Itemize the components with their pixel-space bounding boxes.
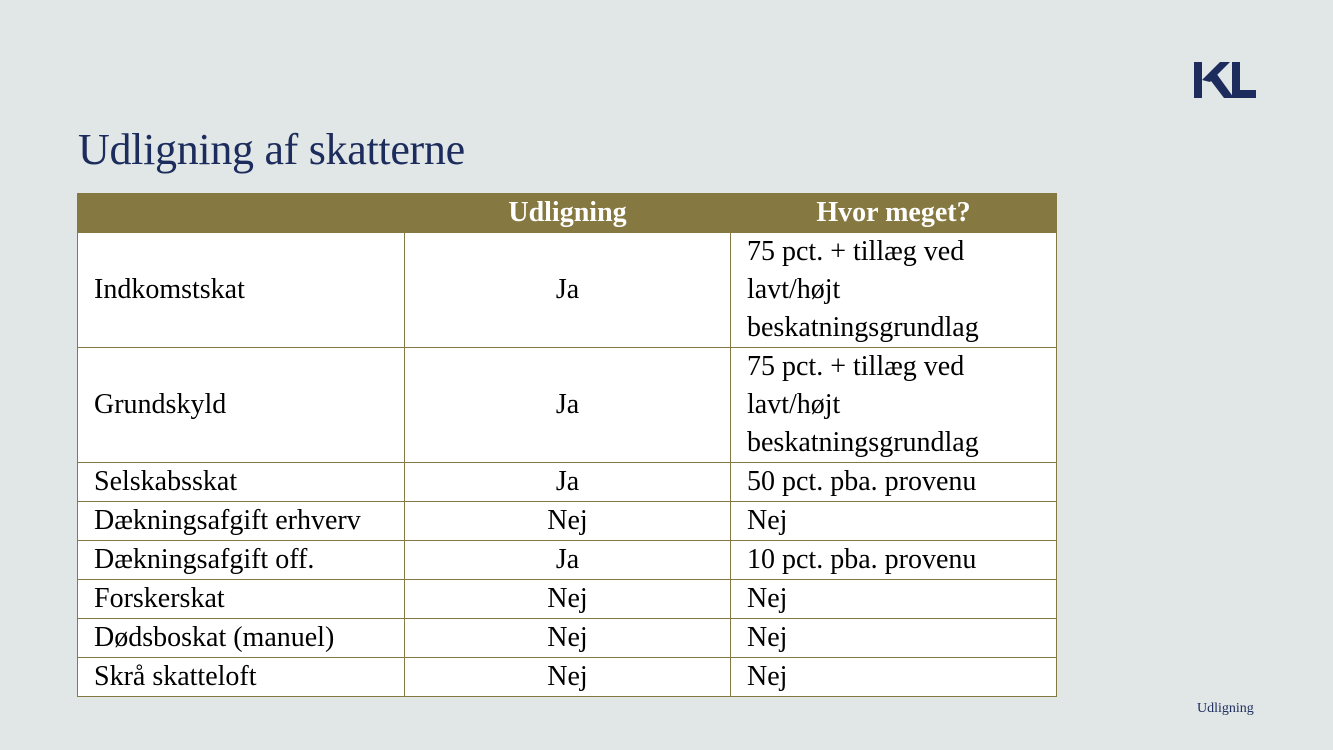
udligning-cell: Nej (405, 580, 731, 619)
tax-name-cell: Selskabsskat (78, 463, 405, 502)
table-row (78, 619, 1057, 658)
table-row (78, 502, 1057, 541)
tax-name-cell: Dækningsafgift erhverv (78, 502, 405, 541)
page-title: Udligning af skatterne (78, 125, 465, 174)
udligning-cell: Ja (405, 348, 731, 463)
udligning-cell: Nej (405, 502, 731, 541)
tax-name-cell: Forskerskat (78, 580, 405, 619)
amount-cell: 75 pct. + tillæg ved lavt/højt beskatningsgrundlag (731, 348, 1057, 463)
amount-cell: Nej (731, 502, 1057, 541)
header-hvor-meget: Hvor meget? (731, 194, 1057, 233)
table-row (78, 348, 1057, 463)
tax-name-cell: Skrå skatteloft (78, 658, 405, 697)
amount-cell: 50 pct. pba. provenu (731, 463, 1057, 502)
udligning-cell: Nej (405, 658, 731, 697)
table-row (78, 541, 1057, 580)
amount-cell: 75 pct. + tillæg ved lavt/højt beskatningsgrundlag (731, 233, 1057, 348)
table-row (78, 233, 1057, 348)
amount-cell: 10 pct. pba. provenu (731, 541, 1057, 580)
tax-name-cell: Grundskyld (78, 348, 405, 463)
table-header-row (78, 194, 1057, 233)
udligning-cell: Ja (405, 463, 731, 502)
table-row (78, 580, 1057, 619)
amount-cell: Nej (731, 619, 1057, 658)
header-udligning: Udligning (405, 194, 731, 233)
udligning-cell: Ja (405, 541, 731, 580)
tax-name-cell: Indkomstskat (78, 233, 405, 348)
tax-name-cell: Dødsboskat (manuel) (78, 619, 405, 658)
header-tax (78, 194, 405, 233)
udligning-cell: Ja (405, 233, 731, 348)
kl-logo (1194, 60, 1258, 100)
amount-cell: Nej (731, 580, 1057, 619)
tax-equalization-table (77, 193, 1057, 697)
tax-name-cell: Dækningsafgift off. (78, 541, 405, 580)
table-row (78, 658, 1057, 697)
udligning-cell: Nej (405, 619, 731, 658)
footer-section-label: Udligning (1197, 701, 1254, 716)
amount-cell: Nej (731, 658, 1057, 697)
table-row (78, 463, 1057, 502)
